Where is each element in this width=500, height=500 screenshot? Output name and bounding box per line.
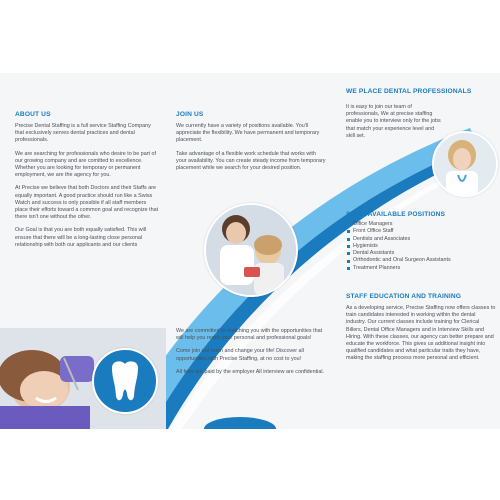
education-text: As a developing service, Precise Staffing now offers classes to train candidates interested in working within the dental industry. Our current classes include training for Clerical Billers, Dental Office Managers and in Interview Skills and Hiring. With these classes, our agency can better prepare and educate the workforce. This gives us additional insight into qualified candidates and what particular traits they have, making the staffing process more personal and efficient. xyxy=(346,305,496,362)
join-title: JOIN US xyxy=(176,111,204,118)
tooth-icon xyxy=(94,350,156,412)
list-item: Treatment Planners xyxy=(346,265,496,272)
join-paragraph-5: All fees are paid by the employer All interview are confidential. xyxy=(176,368,325,375)
about-paragraph-3: At Precise we believe that both Doctors and their Staffs are equally important. A good practice should run like a Swiss Watch and success is only possible if all staff members place their efforts toward a common goal and recognize that there isn't one without the other. xyxy=(15,185,159,221)
hygienist-illustration xyxy=(434,133,496,195)
about-paragraph-2: We are searching for professionals who desire to be part of our growing company and are comitted to excellence. Whether you are looking for temporary or permanent employment, we are the agency for you. xyxy=(15,150,157,179)
education-title: STAFF EDUCATION AND TRAINING xyxy=(346,293,462,300)
positions-list xyxy=(346,221,496,272)
positions-title: SOME AVAILABLE POSITIONS xyxy=(346,211,446,218)
list-item: Orthodontic and Oral Surgeon Assistants xyxy=(346,257,496,264)
about-title: ABOUT US xyxy=(15,111,51,118)
tooth-badge xyxy=(92,348,158,414)
dentist-child-photo xyxy=(204,203,298,297)
join-paragraph-1: We currently have a variety of positions available. You'll appreciate the flexibility. We have permanent and temporary placement. xyxy=(176,123,320,144)
list-item: Front Office Staff xyxy=(346,228,496,235)
join-panel xyxy=(166,73,332,429)
about-paragraph-1: Precise Dental Staffing is a full service Staffing Company that exclusively serves dental practices and dental professionals. xyxy=(15,123,151,144)
about-paragraph-4: Our Goal is that you are both equally satisfied. This will ensure that there will be a long-lasting close personal relationship with both our applicants and our clients xyxy=(15,227,147,248)
place-title: WE PLACE DENTAL PROFESSIONALS xyxy=(346,88,472,95)
place-text: It is easy to join our team of professionals, We at precise staffing enable you to interview only for the jobs that match your experience level and skill set. xyxy=(346,104,441,139)
list-item: Office Managers xyxy=(346,221,496,228)
hygienist-photo xyxy=(432,131,498,197)
join-paragraph-4: Come join our team and change your life! Discover all opportunities with Precise Staffing, at no cost to you! xyxy=(176,348,304,362)
about-panel xyxy=(0,73,166,429)
brochure-sheet xyxy=(0,73,500,429)
dentist-child-illustration xyxy=(206,205,296,295)
services-panel xyxy=(332,73,500,429)
join-paragraph-2: Take advantage of a flexible work schedule that works with your availability. You can create steady income from temporary placement while we search for your desired position. xyxy=(176,150,326,172)
join-paragraph-3: We are committed to matching you with the opportunities that will help you reach your personal and professional goals! xyxy=(176,328,323,342)
list-item: Dental Assistants xyxy=(346,250,496,257)
patient-photo xyxy=(0,328,166,429)
list-item: Hygienists xyxy=(346,243,496,250)
list-item: Dentists and Associates xyxy=(346,236,496,243)
